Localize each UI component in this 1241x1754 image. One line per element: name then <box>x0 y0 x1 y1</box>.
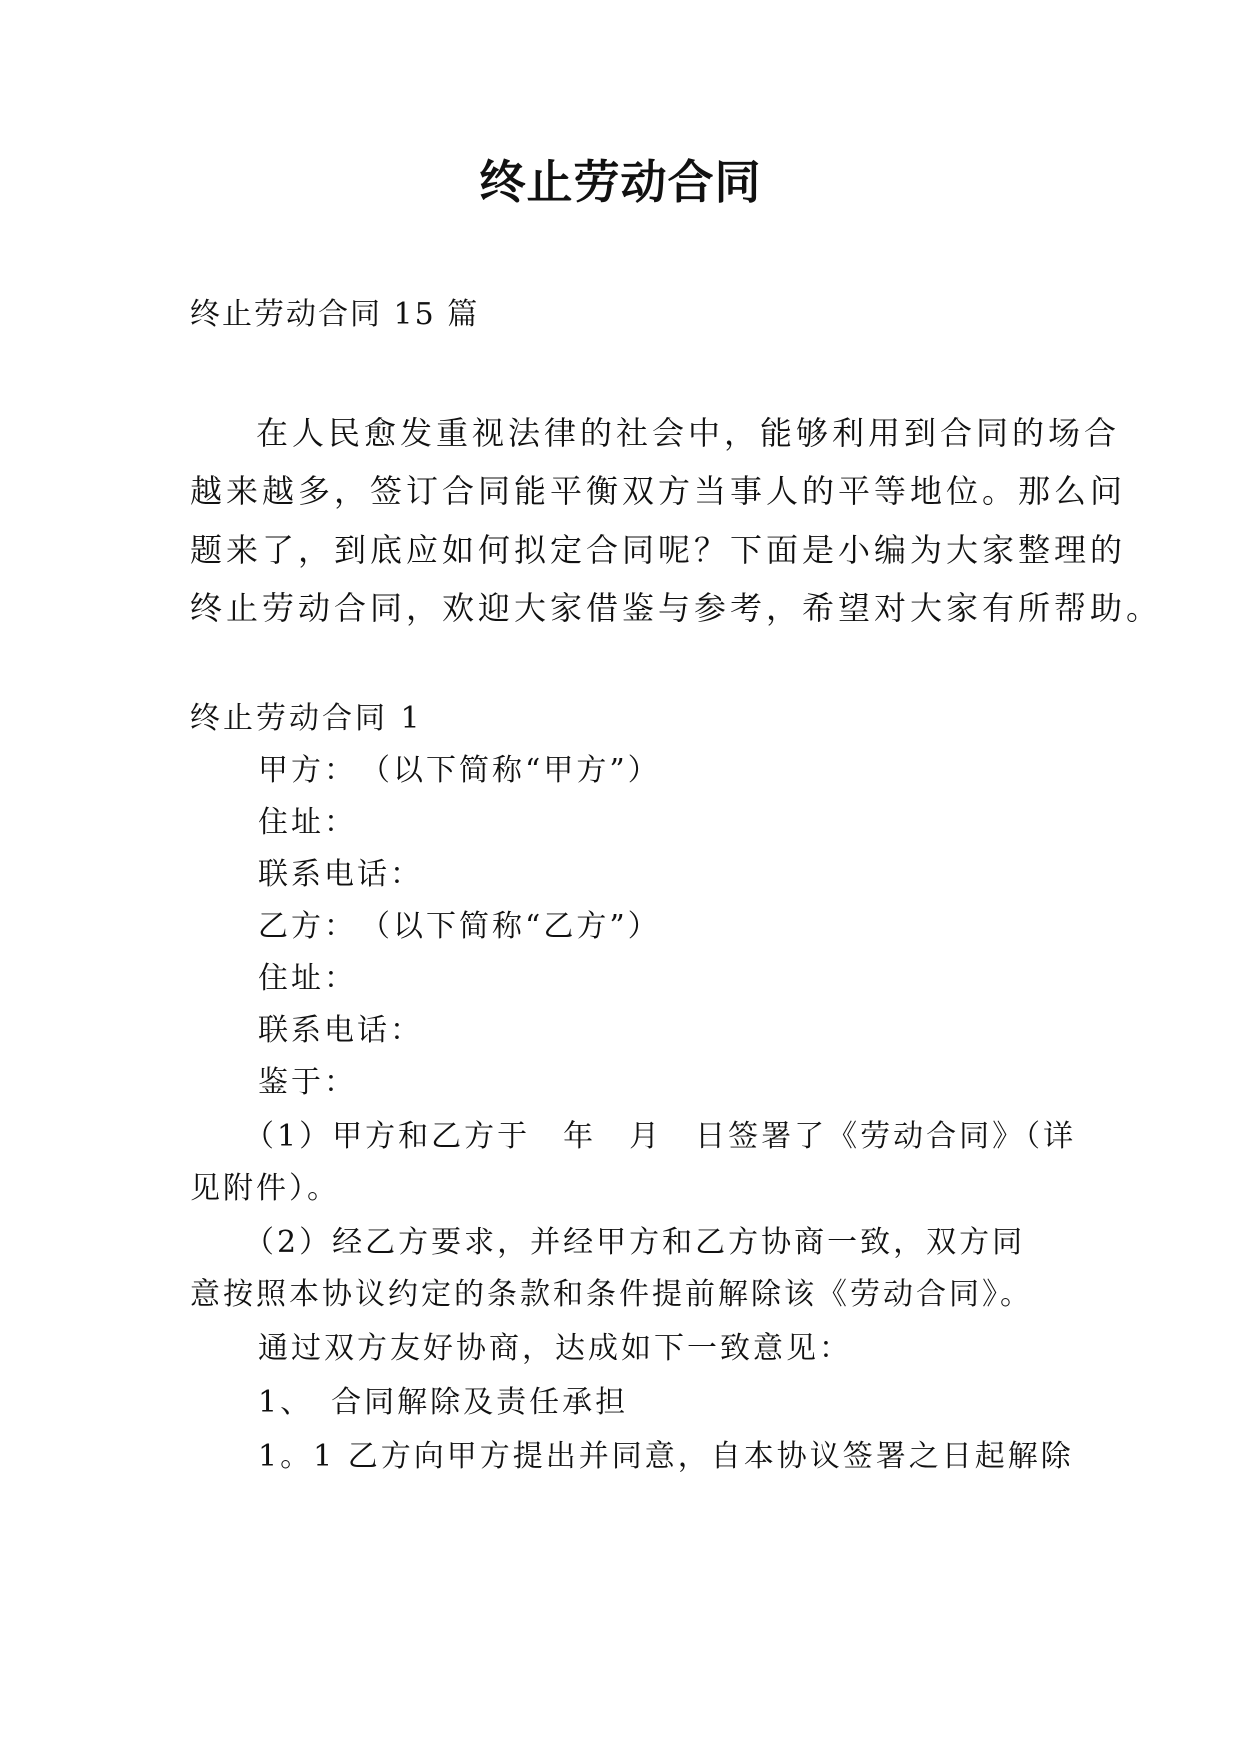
document-subtitle: 终止劳动合同 15 篇 <box>190 297 480 332</box>
intro-paragraph <box>190 404 1163 637</box>
recital-1-line-2: 见附件）。 <box>190 1171 340 1206</box>
whereas-label: 鉴于： <box>258 1065 357 1100</box>
party-a-address: 住址： <box>258 805 357 840</box>
article-1-1-text: 1。1 乙方向甲方提出并同意，自本协议签署之日起解除 <box>258 1439 1074 1474</box>
party-b-address: 住址： <box>258 961 357 996</box>
party-b-phone: 联系电话： <box>258 1013 423 1048</box>
intro-line: 在人民愈发重视法律的社会中，能够利用到合同的场合 <box>256 414 1121 452</box>
intro-line: 题来了，到底应如何拟定合同呢？下面是小编为大家整理的 <box>190 530 1127 569</box>
intro-line: 越来越多，签订合同能平衡双方当事人的平等地位。那么问 <box>190 472 1127 511</box>
party-a-line: 甲方： （以下简称“甲方”） <box>258 753 661 788</box>
article-1-heading: 1、 合同解除及责任承担 <box>258 1385 629 1420</box>
page-title: 终止劳动合同 <box>479 155 762 209</box>
party-b-line: 乙方： （以下简称“乙方”） <box>258 909 661 944</box>
recital-1-line-1: （1）甲方和乙方于 年 月 日签署了《劳动合同》（详 <box>244 1119 1077 1154</box>
recital-2-line-2: 意按照本协议约定的条款和条件提前解除该《劳动合同》。 <box>190 1277 1033 1312</box>
recital-2-line-1: （2）经乙方要求，并经甲方和乙方协商一致，双方同 <box>244 1225 1026 1260</box>
intro-line: 终止劳动合同，欢迎大家借鉴与参考，希望对大家有所帮助。 <box>190 588 1163 627</box>
party-a-phone: 联系电话： <box>258 857 423 892</box>
agreement-statement: 通过双方友好协商，达成如下一致意见： <box>258 1331 852 1366</box>
section-heading: 终止劳动合同 1 <box>190 701 423 736</box>
